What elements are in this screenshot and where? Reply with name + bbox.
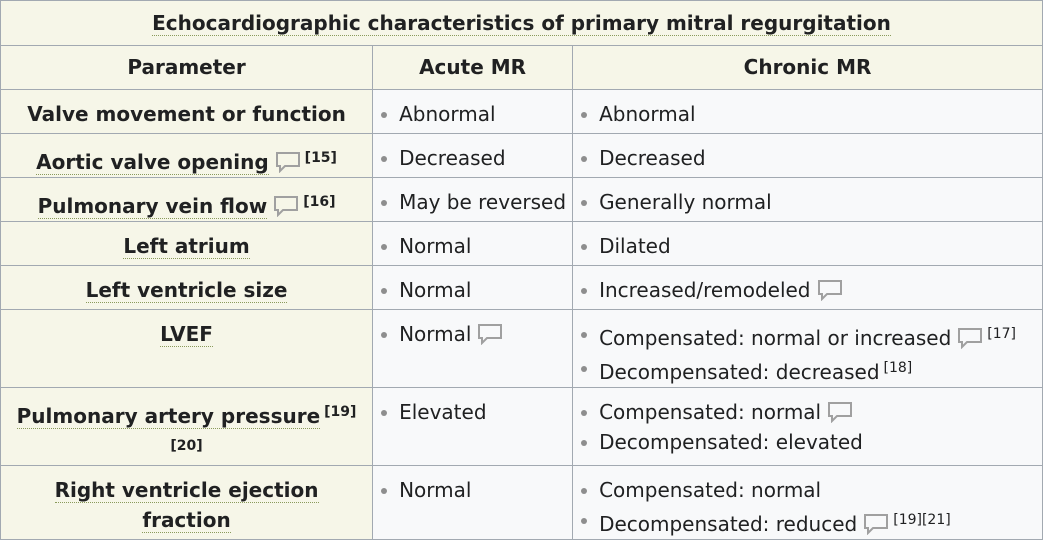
list-item: May be reversed <box>379 187 566 217</box>
param-label[interactable]: LVEF <box>160 322 213 346</box>
list-item <box>379 319 566 349</box>
param-label[interactable]: Left ventricle size <box>85 278 288 302</box>
list-item-text: Normal <box>399 322 472 346</box>
reference-link[interactable]: [15] <box>304 150 337 166</box>
param-label[interactable]: Left atrium <box>123 234 250 258</box>
list-item: Abnormal <box>579 99 1036 129</box>
table-row <box>1 90 1043 134</box>
chronic-cell <box>573 466 1043 540</box>
list-item: Elevated <box>379 397 566 427</box>
param-cell <box>1 90 373 134</box>
acute-cell <box>373 310 573 388</box>
param-label: Valve movement or function <box>27 102 346 126</box>
list-item-text: Compensated: normal or increased <box>599 326 952 350</box>
param-label[interactable]: Pulmonary artery pressure <box>16 404 321 428</box>
chronic-cell <box>573 310 1043 388</box>
speech-bubble-icon[interactable] <box>275 151 301 173</box>
list-item: Dilated <box>579 231 1036 261</box>
list-item: Compensated: normal <box>579 475 1036 505</box>
list-item: Abnormal <box>379 99 566 129</box>
list-item <box>579 397 1036 427</box>
list-item-text: Increased/remodeled <box>599 278 811 302</box>
param-cell <box>1 310 373 388</box>
list-item: Decreased <box>579 143 1036 173</box>
header-chronic-mr: Chronic MR <box>573 46 1043 90</box>
list-item <box>579 319 1036 353</box>
list-item <box>579 275 1036 305</box>
reference-link[interactable]: [19][20] <box>170 404 357 454</box>
acute-cell <box>373 466 573 540</box>
param-cell <box>1 134 373 178</box>
chronic-cell <box>573 134 1043 178</box>
list-item: Generally normal <box>579 187 1036 217</box>
list-item: Normal <box>379 475 566 505</box>
speech-bubble-icon[interactable] <box>817 279 843 301</box>
table-row <box>1 134 1043 178</box>
table-row <box>1 222 1043 266</box>
table-row <box>1 266 1043 310</box>
list-item: Decreased <box>379 143 566 173</box>
list-item <box>579 353 1036 387</box>
param-cell <box>1 466 373 540</box>
acute-cell <box>373 222 573 266</box>
reference-link[interactable]: [19][21] <box>893 512 951 528</box>
list-item-text: Decompensated: reduced <box>599 512 858 536</box>
acute-cell <box>373 178 573 222</box>
list-item: Decompensated: elevated <box>579 427 1036 457</box>
table-row <box>1 466 1043 540</box>
reference-link[interactable]: [16] <box>303 194 336 210</box>
param-cell <box>1 222 373 266</box>
reference-link[interactable]: [17] <box>987 326 1017 342</box>
table-row <box>1 388 1043 466</box>
chronic-cell <box>573 222 1043 266</box>
chronic-cell <box>573 178 1043 222</box>
acute-cell <box>373 90 573 134</box>
header-acute-mr: Acute MR <box>373 46 573 90</box>
table-caption <box>0 0 1043 45</box>
table-row <box>1 178 1043 222</box>
speech-bubble-icon[interactable] <box>827 401 853 423</box>
acute-cell <box>373 134 573 178</box>
list-item: Normal <box>379 231 566 261</box>
speech-bubble-icon[interactable] <box>477 323 503 345</box>
acute-cell <box>373 388 573 466</box>
list-item-text: Decompensated: decreased <box>599 360 880 384</box>
speech-bubble-icon[interactable] <box>957 327 983 349</box>
chronic-cell <box>573 90 1043 134</box>
speech-bubble-icon[interactable] <box>863 513 889 535</box>
param-cell <box>1 178 373 222</box>
param-cell <box>1 388 373 466</box>
chronic-cell <box>573 388 1043 466</box>
list-item <box>579 505 1036 539</box>
caption-text[interactable]: Echocardiographic characteristics of primary mitral regurgitation <box>152 11 891 35</box>
speech-bubble-icon[interactable] <box>273 195 299 217</box>
list-item: Normal <box>379 275 566 305</box>
chronic-cell <box>573 266 1043 310</box>
table-row <box>1 310 1043 388</box>
reference-link[interactable]: [18] <box>883 360 913 376</box>
param-label[interactable]: Aortic valve opening <box>36 150 269 174</box>
acute-cell <box>373 266 573 310</box>
param-label[interactable]: Right ventricle ejection fraction <box>54 478 319 532</box>
header-parameter: Parameter <box>1 46 373 90</box>
list-item-text: Compensated: normal <box>599 400 822 424</box>
header-row <box>1 46 1043 90</box>
param-cell <box>1 266 373 310</box>
param-label[interactable]: Pulmonary vein flow <box>37 194 268 218</box>
